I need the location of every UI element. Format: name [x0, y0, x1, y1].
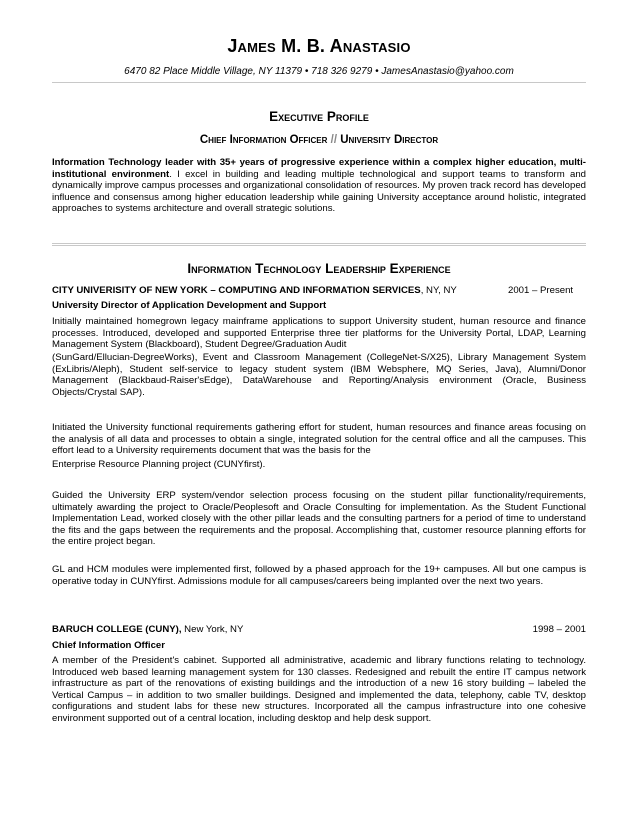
- job-paragraph: Guided the University ERP system/vendor selection process focusing on the student pillar functionality/requirements, ultimately awarding the project to Oracle/Peoplesoft and Oracle Consulting for implementation. As the Student Functional Implementation Lead, worked closely with the other pillar leads and the consulting partners for a period of time to understand the fits and the gaps between the requirements and the proposal. Accomplishing that, customer resource planning efforts for the entire project began.: [52, 490, 586, 548]
- profile-subtitle: [0, 134, 638, 146]
- job-role: Chief Information Officer: [52, 640, 165, 651]
- contact-line: 6470 82 Place Middle Village, NY 11379 • 718 326 9279 • JamesAnastasio@yahoo.com: [124, 66, 514, 77]
- job-header: [52, 624, 586, 636]
- experience-title: Information Technology Leadership Experience: [187, 261, 451, 276]
- job-location: , NY, NY: [420, 285, 457, 296]
- profile-divider: [52, 243, 586, 246]
- job-dates: 2001 – Present: [508, 285, 574, 296]
- profile-title: Executive Profile: [269, 109, 369, 124]
- job-header: [52, 285, 586, 297]
- subtitle-right: University Director: [340, 134, 439, 146]
- subtitle-separator: //: [330, 134, 338, 146]
- job-paragraph: Initiated the University functional requirements gathering effort for student, human resources and finance areas focusing on the analysis of all data and processes to obtain a single, integrated solution for the central office and all the campuses. This effort lead to a University requirements document that was the basis for the: [52, 422, 586, 457]
- job-role: University Director of Application Development and Support: [52, 300, 327, 311]
- job-paragraph: (SunGard/Ellucian-DegreeWorks), Event and Classroom Management (CollegeNet-S/X25), Library Management System (ExLibris/Aleph), Student self-service to legacy student system (IBM Websphere, MQ Series, Java), Alumni/Donor Management (Blackbaud-Raiser'sEdge), DataWarehouse and Reporting/Analysis environment (Oracle, Business Objects/Crystal SAP).: [52, 352, 586, 398]
- job-paragraph: GL and HCM modules were implemented first, followed by a phased approach for the 19+ campuses. All but one campus is operative today in CUNYfirst. Admissions module for all campuses/careers being implanted over the next two years.: [52, 564, 586, 587]
- candidate-name: James M. B. Anastasio: [227, 36, 411, 56]
- job-paragraph: Initially maintained homegrown legacy mainframe applications to support University student, human resource and finance processes. Introduced, developed and supported Enterprise three tier platforms for the University Portal, LDAP, Learning Management System (Blackboard), Student Degree/Graduation Audit: [52, 316, 586, 351]
- profile-summary: [52, 157, 586, 215]
- job-org: BARUCH COLLEGE (CUNY),: [52, 624, 182, 635]
- job-paragraph: Enterprise Resource Planning project (CUNYfirst).: [52, 459, 266, 470]
- job-paragraph: A member of the President's cabinet. Supported all administrative, academic and library functions relating to technology. Introduced web based learning management system for 130 classes. Redesigned and rebuilt the entire IT campus network infrastructure as part of the renovations of existing buildings and the introduction of a new 16 story building – labeled the Vertical Campus – in addition to two smaller buildings. Designed and implemented the data, telephony, cable TV, desktop configurations and student labs for these new structures. Incorporated all the campus infrastructure into one cohesive environment supported out of a central location, including desktop and help desk support.: [52, 655, 586, 724]
- job-org: CITY UNIVERISITY OF NEW YORK – COMPUTING AND INFORMATION SERVICES: [52, 285, 421, 296]
- job-location: New York, NY: [181, 624, 244, 635]
- summary-rest: . I excel in building and leading multiple technological and support teams to transform and dynamically improve campus processes and organizational consolidation of resources. My proven track record has developed influence and consensus among higher education leadership while gaining University acceptance around holistic, integrated approaches to systems architecture and overall strategic solutions.: [52, 168, 586, 215]
- job-dates: 1998 – 2001: [532, 624, 586, 635]
- subtitle-left: Chief Information Officer: [199, 134, 328, 146]
- header-divider: [52, 82, 586, 83]
- summary-bold: Information Technology leader with 35+ years of progressive experience within a complex higher education, multi-institutional environment: [52, 157, 586, 180]
